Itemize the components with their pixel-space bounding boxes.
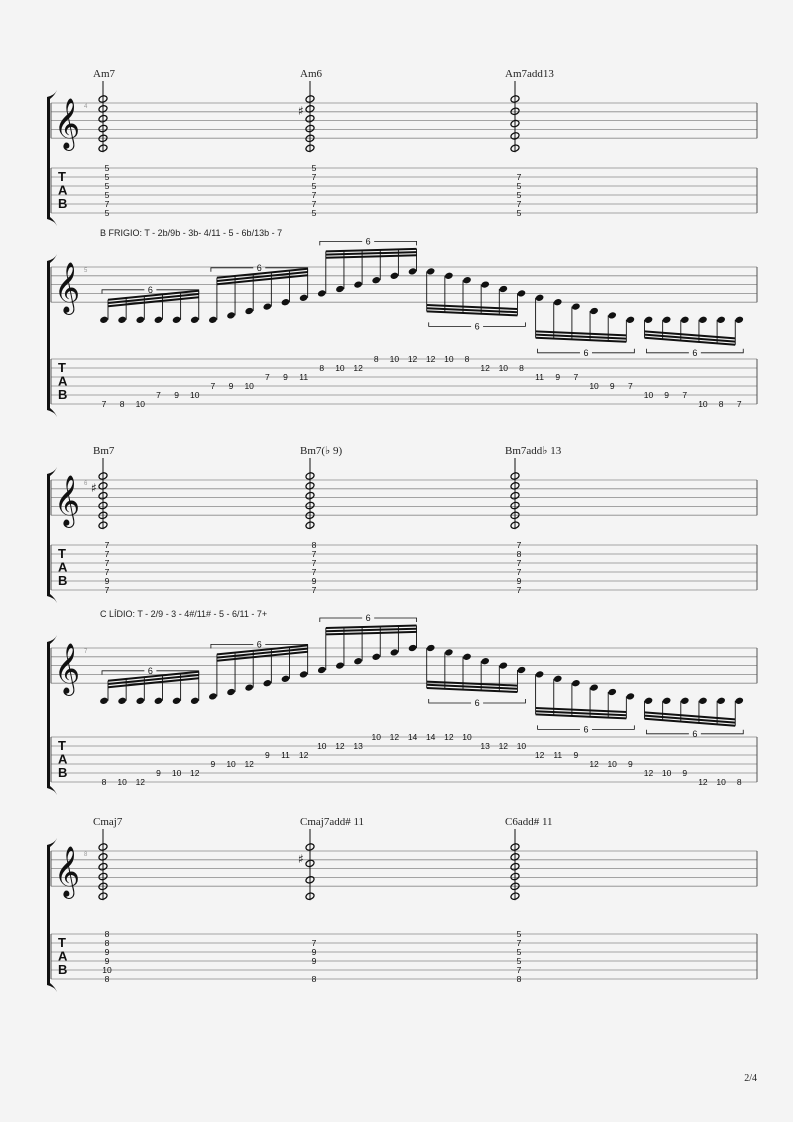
fret-number: 8: [119, 399, 125, 409]
system-3: [47, 445, 757, 603]
fret-number: 9: [228, 381, 234, 391]
note-head: [172, 316, 182, 324]
beam: [326, 249, 417, 252]
chord-name: Am7add13: [505, 68, 554, 80]
sharp-icon: ♯: [91, 481, 97, 495]
tuplet-number: 6: [365, 236, 371, 247]
fret-number: 5: [516, 929, 522, 939]
tab-clef-letter: T: [58, 360, 66, 375]
tuplet-number: 6: [256, 262, 262, 273]
fret-number: 9: [682, 768, 688, 778]
chord-2: [300, 445, 342, 595]
note-head: [136, 697, 146, 705]
fret-number: 9: [609, 381, 615, 391]
note-head: [117, 697, 127, 705]
note-head: [644, 697, 654, 705]
note-head: [698, 316, 708, 324]
tab-clef-letter: T: [58, 738, 66, 753]
tuplet-number: 6: [474, 321, 480, 332]
note-head: [208, 316, 218, 324]
fret-number: 9: [104, 576, 110, 586]
note-head: [662, 697, 672, 705]
fret-number: 7: [516, 199, 522, 209]
fret-number: 12: [643, 768, 654, 778]
tuplet-number: 6: [583, 347, 589, 358]
note-head: [626, 692, 636, 700]
fret-number: 12: [335, 741, 345, 751]
fret-number: 7: [311, 199, 317, 209]
fret-number: 7: [516, 172, 522, 182]
system-bracket: [47, 97, 50, 219]
treble-clef-icon: 𝄞: [54, 846, 81, 897]
fret-number: 9: [311, 947, 317, 957]
fret-number: 9: [311, 956, 317, 966]
note-head: [426, 644, 436, 652]
fret-number: 9: [516, 576, 522, 586]
tuplet-number: 6: [474, 698, 480, 708]
fret-number: 10: [317, 741, 327, 751]
fret-number: 5: [104, 181, 110, 191]
fret-number: 8: [101, 777, 107, 787]
note-head: [716, 316, 726, 324]
fret-number: 7: [156, 390, 161, 400]
beam-group-5: [535, 294, 635, 358]
note-head: [626, 316, 636, 324]
tuplet-number: 6: [692, 728, 698, 739]
system-bracket: [47, 474, 50, 596]
fret-number: 12: [353, 363, 363, 373]
note-head: [172, 697, 182, 705]
system-4: [47, 609, 757, 795]
chord-1: [93, 816, 123, 984]
fret-number: 10: [589, 381, 599, 391]
fret-number: 8: [319, 363, 325, 373]
fret-number: 10: [171, 768, 182, 778]
fret-number: 13: [480, 741, 490, 751]
note-head: [535, 670, 545, 678]
beam: [326, 255, 417, 257]
fret-number: 8: [718, 399, 724, 409]
fret-number: 5: [311, 181, 317, 191]
beam-group-2: [208, 639, 308, 700]
note-head: [662, 316, 672, 324]
tuplet-number: 6: [147, 284, 153, 295]
fret-number: 8: [373, 354, 379, 364]
fret-number: 8: [516, 549, 522, 559]
fret-number: 9: [264, 750, 270, 760]
beam-group-6: [644, 316, 744, 358]
note-head: [226, 311, 236, 319]
fret-number: 8: [104, 929, 110, 939]
chord-name: Bm7: [93, 445, 115, 457]
fret-number: 12: [407, 354, 418, 364]
chord-3: [505, 68, 554, 218]
fret-number: 12: [480, 363, 490, 373]
fret-number: 7: [104, 199, 110, 209]
chord-3: [505, 816, 553, 984]
note-head: [353, 280, 363, 288]
treble-clef-icon: 𝄞: [54, 98, 81, 149]
note-head: [571, 302, 581, 310]
system-bracket: [47, 261, 50, 410]
beam: [326, 252, 417, 255]
fret-number: 5: [516, 190, 522, 200]
fret-number: 5: [104, 208, 110, 218]
fret-number: 9: [573, 750, 579, 760]
note-head: [480, 280, 490, 288]
fret-number: 7: [516, 585, 522, 595]
note-head: [281, 298, 291, 306]
fret-number: 8: [464, 354, 470, 364]
note-head: [190, 697, 200, 705]
tab-clef-letter: A: [58, 373, 68, 389]
beam-group-1: [99, 285, 199, 324]
bracket-bottom: [47, 786, 57, 795]
fret-number: 9: [156, 768, 161, 778]
note-head: [444, 272, 454, 280]
fret-number: 12: [244, 759, 254, 769]
note-head: [371, 653, 381, 661]
note-head: [371, 276, 381, 284]
fret-number: 7: [101, 399, 107, 409]
fret-number: 7: [311, 172, 317, 182]
fret-number: 7: [516, 558, 522, 568]
fret-number: 7: [104, 558, 110, 568]
note-head: [263, 679, 273, 687]
beam-group-4: [426, 267, 526, 331]
note-head: [553, 298, 563, 306]
beam-group-6: [644, 697, 744, 739]
fret-number: 9: [104, 956, 110, 966]
note-head: [571, 679, 581, 687]
fret-number: 7: [104, 549, 110, 559]
scale-label: B FRIGIO: T - 2b/9b - 3b- 4/11 - 5 - 6b/13b - 7: [100, 228, 283, 238]
beam: [326, 626, 417, 629]
fret-number: 7: [311, 549, 317, 559]
chord-name: Cmaj7: [93, 816, 123, 828]
note-head: [353, 657, 363, 665]
fret-number: 9: [174, 390, 179, 400]
fret-number: 12: [190, 768, 200, 778]
note-head: [426, 267, 436, 275]
fret-number: 5: [516, 208, 522, 218]
fret-number: 7: [104, 585, 110, 595]
tab-clef-letter: A: [58, 559, 68, 575]
fret-number: 8: [516, 974, 522, 984]
sharp-icon: ♯: [298, 104, 304, 118]
treble-clef-icon: 𝄞: [54, 643, 81, 694]
bracket-bottom: [47, 408, 57, 417]
fret-number: 10: [389, 354, 400, 364]
note-head: [99, 316, 109, 324]
fret-number: 10: [607, 759, 617, 769]
fret-number: 10: [516, 741, 527, 751]
fret-number: 8: [104, 938, 110, 948]
fret-number: 12: [298, 750, 309, 760]
fret-number: 12: [498, 741, 509, 751]
fret-number: 7: [516, 938, 522, 948]
fret-number: 8: [519, 363, 524, 373]
bracket-bottom: [47, 983, 57, 992]
fret-number: 12: [698, 777, 708, 787]
note-head: [136, 316, 146, 324]
note-head: [263, 302, 273, 310]
note-head: [644, 316, 654, 324]
sharp-icon: ♯: [298, 852, 304, 866]
fret-number: 12: [389, 732, 400, 742]
chord-name: C6add# 11: [505, 816, 553, 828]
fret-number: 5: [104, 163, 110, 173]
fret-number: 9: [627, 759, 633, 769]
fret-number: 10: [190, 390, 200, 400]
note-head: [462, 653, 472, 661]
beam: [326, 629, 417, 632]
fret-number: 7: [311, 558, 317, 568]
fret-number: 5: [516, 947, 522, 957]
fret-number: 11: [553, 750, 563, 760]
fret-number: 10: [698, 399, 708, 409]
fret-number: 10: [226, 759, 236, 769]
chord-name: Am7: [93, 68, 115, 80]
chord-3: [505, 445, 562, 595]
fret-number: 7: [516, 567, 522, 577]
fret-number: 10: [498, 363, 509, 373]
note-head: [535, 294, 545, 302]
beam: [326, 632, 417, 635]
fret-number: 8: [311, 540, 317, 550]
note-head: [408, 644, 418, 652]
fret-number: 12: [589, 759, 599, 769]
note-head: [517, 289, 527, 297]
system-1: [47, 68, 757, 226]
fret-number: 7: [311, 190, 317, 200]
chord-1: [93, 68, 116, 218]
note-head: [335, 661, 345, 669]
fret-number: 7: [264, 372, 270, 382]
beam-group-3: [317, 613, 417, 674]
fret-number: 9: [555, 372, 561, 382]
system-5: [47, 816, 757, 992]
fret-number: 8: [104, 974, 110, 984]
note-head: [408, 267, 418, 275]
fret-number: 8: [736, 777, 742, 787]
fret-number: 7: [104, 540, 110, 550]
tab-clef-letter: A: [58, 182, 68, 198]
measure-number: 5: [84, 268, 88, 274]
note-head: [462, 276, 472, 284]
system-bracket: [47, 642, 50, 788]
note-head: [444, 648, 454, 656]
note-head: [190, 316, 200, 324]
fret-number: 10: [444, 354, 454, 364]
fret-number: 12: [444, 732, 454, 742]
note-head: [117, 316, 127, 324]
tab-clef-letter: B: [58, 765, 68, 780]
fret-number: 12: [425, 354, 436, 364]
note-head: [680, 697, 690, 705]
fret-number: 10: [135, 399, 146, 409]
fret-number: 12: [135, 777, 146, 787]
note-head: [480, 657, 490, 665]
tab-clef-letter: A: [58, 948, 68, 964]
tuplet-number: 6: [365, 613, 371, 623]
fret-number: 11: [535, 372, 545, 382]
tuplet-number: 6: [692, 347, 698, 358]
note-head: [680, 316, 690, 324]
chord-2: [298, 816, 364, 984]
note-head: [281, 675, 291, 683]
tab-clef-letter: B: [58, 196, 68, 211]
chord-name: Bm7add♭ 13: [505, 445, 562, 457]
beam-group-1: [99, 666, 199, 705]
fret-number: 7: [104, 567, 110, 577]
tuplet-number: 6: [256, 639, 262, 650]
measure-number: 7: [84, 649, 88, 655]
fret-number: 10: [117, 777, 127, 787]
tab-clef-letter: B: [58, 387, 68, 402]
fret-number: 7: [516, 540, 522, 550]
note-head: [317, 666, 327, 674]
fret-number: 9: [104, 947, 110, 957]
fret-number: 10: [462, 732, 472, 742]
note-head: [589, 683, 599, 691]
note-head: [335, 285, 345, 293]
fret-number: 5: [311, 163, 317, 173]
fret-number: 10: [102, 965, 112, 975]
note-head: [607, 688, 617, 696]
note-head: [589, 307, 599, 315]
tuplet-number: 6: [147, 665, 153, 676]
note-head: [716, 697, 726, 705]
fret-number: 10: [371, 732, 381, 742]
chord-name: Cmaj7add# 11: [300, 816, 365, 828]
chord-2: [298, 68, 323, 218]
tab-clef-letter: B: [58, 962, 68, 977]
note-head: [553, 675, 563, 683]
note-head: [244, 683, 254, 691]
fret-number: 10: [661, 768, 672, 778]
bracket-bottom: [47, 217, 57, 226]
fret-number: 10: [716, 777, 726, 787]
note-head: [734, 697, 744, 705]
measure-number: 4: [84, 104, 88, 110]
note-head: [244, 307, 254, 315]
note-head: [734, 316, 744, 324]
note-head: [226, 688, 236, 696]
system-2: [47, 228, 757, 417]
note-head: [698, 697, 708, 705]
fret-number: 10: [244, 381, 254, 391]
note-head: [607, 311, 617, 319]
fret-number: 10: [643, 390, 654, 400]
measure-number: 6: [84, 481, 88, 487]
note-head: [208, 692, 218, 700]
beam-group-4: [426, 644, 526, 708]
fret-number: 11: [281, 750, 290, 760]
fret-number: 5: [104, 190, 110, 200]
tab-clef-letter: B: [58, 573, 68, 588]
fret-number: 7: [682, 390, 688, 400]
fret-number: 7: [573, 372, 579, 382]
scale-label: C LÍDIO: T - 2/9 - 3 - 4#/11# - 5 - 6/11 - 7+: [100, 609, 268, 619]
fret-number: 12: [534, 750, 545, 760]
note-head: [499, 661, 509, 669]
fret-number: 8: [311, 974, 317, 984]
fret-number: 7: [311, 567, 317, 577]
note-head: [154, 697, 164, 705]
fret-number: 11: [299, 372, 309, 382]
fret-number: 7: [311, 938, 317, 948]
tab-clef-letter: T: [58, 935, 66, 950]
note-head: [390, 272, 400, 280]
page-number-text: 2/4: [744, 1073, 757, 1084]
fret-number: 7: [210, 381, 216, 391]
fret-number: 13: [353, 741, 363, 751]
fret-number: 5: [516, 956, 522, 966]
fret-number: 7: [627, 381, 633, 391]
tab-clef-letter: T: [58, 169, 66, 184]
note-head: [517, 666, 527, 674]
fret-number: 5: [104, 172, 110, 182]
tab-clef-letter: A: [58, 751, 68, 767]
fret-number: 9: [210, 759, 216, 769]
fret-number: 9: [311, 576, 317, 586]
note-head: [390, 648, 400, 656]
fret-number: 7: [516, 965, 522, 975]
fret-number: 7: [736, 399, 742, 409]
note-head: [299, 294, 309, 302]
fret-number: 5: [516, 181, 522, 191]
fret-number: 5: [311, 208, 317, 218]
note-head: [299, 670, 309, 678]
note-head: [154, 316, 164, 324]
fret-number: 14: [407, 732, 418, 742]
measure-number: 8: [84, 852, 88, 858]
system-bracket: [47, 845, 50, 985]
chord-name: Bm7(♭ 9): [300, 445, 343, 457]
tab-clef-letter: T: [58, 546, 66, 561]
treble-clef-icon: 𝄞: [54, 262, 81, 313]
fret-number: 9: [283, 372, 288, 382]
fret-number: 9: [664, 390, 670, 400]
fret-number: 14: [425, 732, 436, 742]
fret-number: 7: [311, 585, 317, 595]
bracket-bottom: [47, 594, 57, 603]
fret-number: 10: [335, 363, 345, 373]
note-head: [317, 289, 327, 297]
tuplet-number: 6: [583, 724, 589, 735]
chord-name: Am6: [300, 68, 322, 80]
beam-group-5: [535, 670, 635, 734]
chord-1: [91, 445, 115, 595]
note-head: [99, 697, 109, 705]
treble-clef-icon: 𝄞: [54, 475, 81, 526]
note-head: [499, 285, 509, 293]
